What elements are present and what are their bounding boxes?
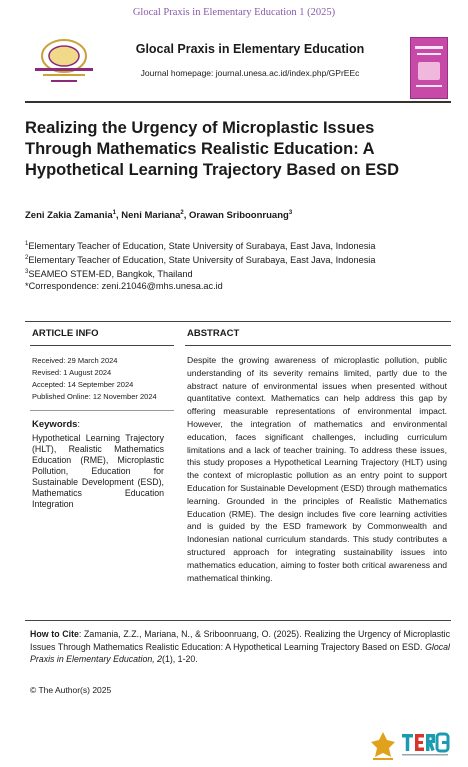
date-revised: Revised: 1 August 2024: [32, 368, 112, 377]
affiliation-sup: 1: [25, 241, 29, 247]
university-seal-logo: [25, 36, 103, 86]
article-info-divider: [30, 345, 174, 346]
keywords-colon: :: [77, 419, 81, 430]
affiliation-text: Elementary Teacher of Education, State University of Surabaya, East Java, Indonesia: [28, 255, 376, 266]
cite-journal: Glocal Praxis in Elementary Education, 2: [30, 641, 450, 665]
keywords-text: Hypothetical Learning Trajectory (HLT), Realistic Mathematics Education (RME), Microplastic Pollution, Education for Sustainable Development (ESD), Mathematics Education Integration: [32, 433, 164, 509]
correspondence-email[interactable]: *Correspondence: zeni.21046@mhs.unesa.ac.id: [25, 281, 223, 292]
affiliation-text: Elementary Teacher of Education, State University of Surabaya, East Java, Indonesia: [28, 241, 376, 252]
article-dates: [32, 355, 157, 403]
date-received: Received: 29 March 2024: [32, 356, 118, 365]
dates-divider: [30, 410, 174, 411]
affiliations: [25, 238, 375, 292]
abstract-divider: [185, 345, 451, 346]
affiliation-text: SEAMEO STEM-ED, Bangkok, Thailand: [28, 269, 193, 280]
author-list: [25, 210, 292, 221]
journal-name: Glocal Praxis in Elementary Education: [135, 42, 365, 56]
section-divider-top: [25, 321, 451, 322]
header-divider: [25, 101, 451, 103]
article-title: Realizing the Urgency of Microplastic Issues Through Mathematics Realistic Education: A Hypothetical Learning Trajectory Based on ESD: [25, 119, 400, 179]
cite-label: How to Cite: [30, 629, 79, 639]
cite-issue: (1), 1-20.: [162, 654, 198, 665]
date-accepted: Accepted: 14 September 2024: [32, 380, 134, 389]
author-sup: 2: [180, 210, 184, 216]
author-sup: 1: [112, 210, 116, 216]
author-separator: ,: [183, 210, 190, 222]
affiliation-item: [25, 266, 375, 280]
journal-homepage-link[interactable]: Journal homepage: journal.unesa.ac.id/index.php/GPrEEc: [140, 68, 360, 78]
affiliation-item: [25, 238, 375, 252]
author-name: Zeni Zakia Zamania: [25, 210, 113, 222]
keywords-label: Keywords: [32, 419, 78, 430]
keywords-heading: [32, 419, 80, 430]
article-info-heading: ARTICLE INFO: [32, 328, 99, 339]
terg-logo: [400, 730, 450, 760]
affiliation-sup: 2: [25, 255, 29, 262]
date-published: Published Online: 12 November 2024: [32, 392, 157, 401]
running-title: Glocal Praxis in Elementary Education 1 (2025): [132, 7, 336, 18]
author-sup: 3: [288, 210, 293, 216]
affiliation-item: [25, 252, 375, 266]
abstract-heading: ABSTRACT: [187, 328, 240, 339]
how-to-cite: [30, 628, 450, 666]
journal-cover-thumbnail: [410, 37, 448, 99]
copyright-notice: © The Author(s) 2025: [30, 685, 112, 695]
abstract-text: Despite the growing awareness of microplastic pollution, public understanding of its severity remains limited, partly due to the abstract nature of environmental issues when presented without quantitative context. Mathematics can help address this gap by offering measurable representations of environmental impact. However, the integration of mathematics and environmental education, faces significant challenges, including curriculum limitations and a lack of teacher training. To address these issues, this study proposes a Hypothetical Learning Trajectory (HLT) using the context of microplastic pollution as an entry point to support Education for Sustainable Development (ESD) through mathematics learning. Grounded in the principles of Realistic Mathematics Education (RME). The design includes five core learning activities and is guided by the ESD framework by Commonwealth and Indonesian national curriculum standards. This study contributes a structured approach for integrating sustainability issues into mathematics education, aiming to foster both critical awareness and mathematical thinking.: [187, 355, 447, 583]
cite-text: : Zamania, Z.Z., Mariana, N., & Sriboonruang, O. (2025). Realizing the Urgency of Microplastic Issues Through Mathematics Realistic Education: A Hypothetical Learning Trajectory Based on ESD.: [30, 629, 450, 652]
unesa-logo: [368, 730, 398, 762]
affiliation-sup: 3: [25, 269, 29, 276]
author-name: Orawan Sriboonruang: [189, 210, 289, 222]
section-divider-bottom: [25, 620, 451, 621]
author-name: Neni Mariana: [121, 210, 181, 222]
author-separator: ,: [116, 210, 122, 222]
